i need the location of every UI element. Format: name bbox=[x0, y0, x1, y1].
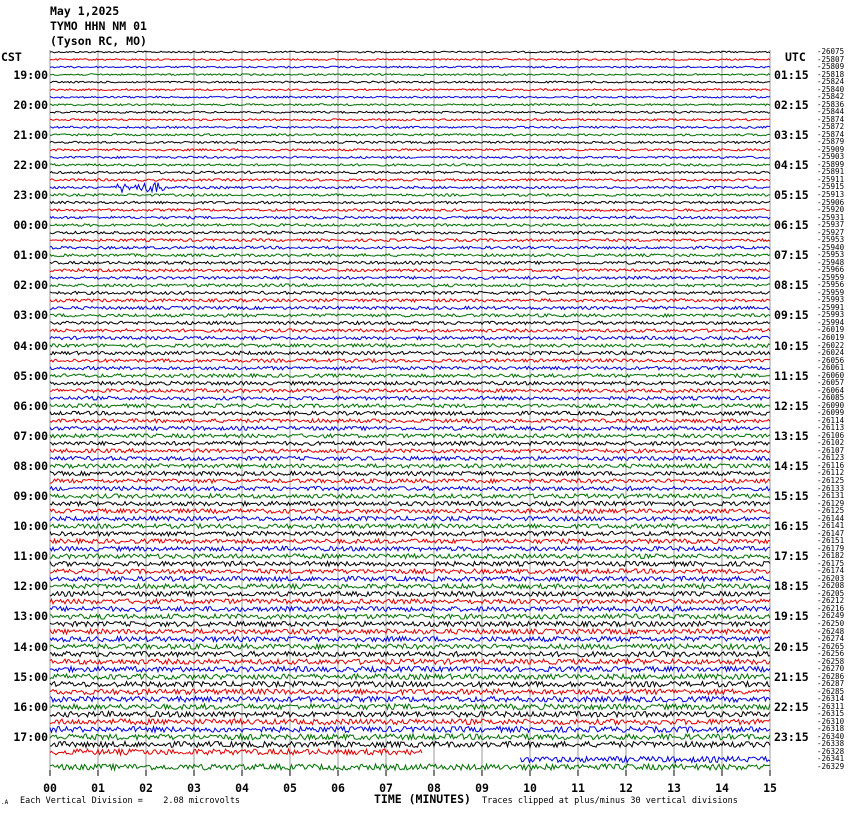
trace-line bbox=[50, 231, 770, 234]
trace-offset-label: -26114 bbox=[817, 415, 845, 425]
trace-line bbox=[50, 486, 770, 490]
trace-offset-label: -26129 bbox=[817, 498, 845, 508]
trace-offset-label: -26270 bbox=[817, 664, 845, 674]
trace-offset-label: -25844 bbox=[817, 107, 845, 117]
trace-offset-label: -25807 bbox=[817, 54, 845, 64]
trace-line bbox=[50, 734, 770, 740]
trace-offset-label: -25940 bbox=[817, 242, 845, 252]
trace-offset-label: -26060 bbox=[817, 370, 845, 380]
right-tick-label: 08:15 bbox=[774, 278, 809, 293]
trace-offset-label: -25959 bbox=[817, 272, 845, 282]
left-tick-label: 15:00 bbox=[13, 669, 48, 684]
trace-offset-label: -26141 bbox=[817, 521, 845, 531]
left-tick-label: 13:00 bbox=[13, 609, 48, 624]
trace-line bbox=[50, 629, 770, 634]
right-tick-label: 02:15 bbox=[774, 97, 809, 112]
trace-line bbox=[50, 276, 770, 279]
trace-offset-label: -26019 bbox=[817, 325, 845, 335]
trace-line bbox=[50, 239, 770, 242]
trace-line bbox=[50, 531, 770, 536]
trace-offset-label: -25874 bbox=[817, 129, 845, 139]
trace-offset-label: -25927 bbox=[817, 227, 845, 237]
trace-offset-label: -25891 bbox=[817, 167, 845, 177]
trace-line bbox=[50, 366, 770, 370]
trace-offset-label: -26341 bbox=[817, 754, 845, 764]
left-tick-label: 22:00 bbox=[13, 157, 48, 172]
right-tick-label: 14:15 bbox=[774, 458, 809, 473]
trace-line bbox=[50, 704, 770, 710]
trace-line bbox=[50, 742, 770, 748]
trace-offset-label: -25948 bbox=[817, 257, 845, 267]
trace-offset-label: -25899 bbox=[817, 159, 845, 169]
trace-line bbox=[50, 111, 770, 113]
trace-line bbox=[50, 576, 770, 581]
trace-offset-label: -25920 bbox=[817, 205, 845, 215]
trace-offset-label: -26133 bbox=[817, 483, 845, 493]
trace-offset-label: -25915 bbox=[817, 182, 845, 192]
trace-line bbox=[50, 719, 770, 725]
trace-offset-label: -25824 bbox=[817, 77, 845, 87]
trace-line bbox=[50, 374, 770, 378]
right-tick-label: 13:15 bbox=[774, 428, 809, 443]
left-tick-label: 09:00 bbox=[13, 489, 48, 504]
trace-offset-label: -26179 bbox=[817, 543, 845, 553]
right-tick-label: 05:15 bbox=[774, 188, 809, 202]
trace-line bbox=[50, 149, 770, 151]
trace-offset-label: -25879 bbox=[817, 137, 845, 147]
trace-line bbox=[50, 344, 770, 347]
left-tick-label: 12:00 bbox=[13, 579, 48, 594]
trace-line bbox=[50, 509, 770, 513]
trace-offset-label: -26314 bbox=[817, 694, 845, 704]
trace-line bbox=[50, 501, 770, 505]
trace-offset-label: -26311 bbox=[817, 701, 845, 711]
right-tick-label: 06:15 bbox=[774, 218, 809, 233]
chart-date: May 1,2025 bbox=[50, 4, 120, 18]
trace-line bbox=[50, 141, 770, 143]
trace-line bbox=[50, 524, 770, 529]
trace-offset-label: -25903 bbox=[817, 152, 845, 162]
trace-offset-label: -26061 bbox=[817, 363, 845, 373]
x-tick-label: 09 bbox=[475, 781, 489, 795]
left-tick-label: 05:00 bbox=[13, 368, 48, 383]
x-tick-label: 01 bbox=[91, 781, 105, 795]
trace-offset-label: -26250 bbox=[817, 619, 845, 628]
right-tick-label: 10:15 bbox=[774, 338, 809, 353]
trace-line bbox=[50, 246, 770, 249]
trace-offset-label: -26116 bbox=[817, 460, 845, 470]
right-tick-label: 09:15 bbox=[774, 308, 809, 323]
trace-offset-label: -25993 bbox=[817, 295, 845, 305]
trace-line bbox=[50, 569, 770, 574]
trace-offset-label: -25953 bbox=[817, 235, 845, 245]
trace-line bbox=[50, 546, 770, 551]
left-tick-label: 19:00 bbox=[13, 67, 48, 82]
trace-offset-label: -25994 bbox=[817, 317, 845, 327]
trace-offset-label: -26057 bbox=[817, 378, 845, 388]
trace-line bbox=[50, 712, 770, 718]
trace-line bbox=[50, 89, 770, 91]
trace-line bbox=[50, 697, 770, 703]
trace-line bbox=[50, 539, 770, 544]
trace-offset-label: -25913 bbox=[817, 190, 845, 199]
trace-line bbox=[50, 59, 770, 61]
trace-offset-label: -26249 bbox=[817, 611, 845, 621]
trace-offset-label: -26310 bbox=[817, 716, 845, 726]
trace-line bbox=[50, 689, 770, 695]
trace-offset-label: -25956 bbox=[817, 280, 845, 290]
trace-line bbox=[50, 426, 770, 430]
trace-line bbox=[50, 119, 770, 121]
right-tick-label: 23:15 bbox=[774, 729, 809, 744]
trace-line bbox=[50, 201, 770, 204]
trace-line bbox=[50, 299, 770, 302]
trace-line bbox=[50, 134, 770, 136]
trace-offset-label: -26203 bbox=[817, 573, 845, 583]
station-location: (Tyson RC, MO) bbox=[50, 34, 147, 48]
left-tick-label: 16:00 bbox=[13, 699, 48, 714]
x-tick-label: 04 bbox=[235, 781, 249, 795]
scale-note: Each Vertical Division = 2.08 microvolts bbox=[20, 796, 241, 806]
trace-offset-label: -26106 bbox=[817, 430, 845, 440]
right-tick-label: 04:15 bbox=[774, 157, 809, 172]
trace-offset-label: -26256 bbox=[817, 649, 845, 659]
trace-line bbox=[50, 554, 770, 559]
left-tick-label: 11:00 bbox=[13, 549, 48, 564]
trace-line bbox=[50, 644, 770, 649]
trace-line bbox=[50, 449, 770, 453]
x-tick-label: 05 bbox=[283, 781, 297, 795]
trace-offset-label: -26258 bbox=[817, 656, 845, 666]
x-tick-label: 07 bbox=[379, 781, 393, 795]
trace-line bbox=[50, 584, 770, 589]
trace-line bbox=[50, 599, 770, 604]
trace-offset-label: -26287 bbox=[817, 679, 845, 689]
left-tick-label: 04:00 bbox=[13, 338, 48, 353]
trace-line bbox=[50, 359, 770, 362]
trace-line bbox=[50, 659, 770, 664]
trace-offset-label: -26107 bbox=[817, 445, 845, 455]
trace-line bbox=[50, 261, 770, 264]
trace-line bbox=[50, 269, 770, 272]
trace-offset-label: -26099 bbox=[817, 408, 845, 418]
trace-line bbox=[50, 96, 770, 98]
trace-offset-label: -26328 bbox=[817, 746, 845, 756]
trace-offset-label: -26090 bbox=[817, 400, 845, 410]
left-tick-label: 17:00 bbox=[13, 729, 48, 744]
trace-line bbox=[50, 179, 770, 181]
trace-offset-label: -25959 bbox=[817, 287, 845, 297]
trace-line bbox=[520, 757, 770, 763]
trace-line bbox=[50, 284, 770, 287]
trace-line bbox=[50, 389, 770, 393]
trace-offset-label: -25840 bbox=[817, 84, 845, 94]
trace-line bbox=[50, 419, 770, 423]
trace-offset-label: -25953 bbox=[817, 250, 845, 260]
trace-line bbox=[50, 764, 770, 770]
trace-line bbox=[50, 652, 770, 657]
trace-offset-label: -26019 bbox=[817, 333, 845, 342]
trace-offset-label: -25809 bbox=[817, 62, 845, 72]
trace-offset-label: -26024 bbox=[817, 348, 845, 358]
trace-offset-label: -26112 bbox=[817, 468, 845, 478]
left-axis-label: CST bbox=[1, 50, 22, 64]
small-logo-mark: .A bbox=[1, 799, 9, 806]
trace-offset-label: -25818 bbox=[817, 69, 845, 79]
trace-offset-label: -26205 bbox=[817, 588, 845, 598]
right-tick-label: 22:15 bbox=[774, 699, 809, 714]
trace-offset-label: -25909 bbox=[817, 144, 845, 154]
x-tick-label: 03 bbox=[187, 781, 201, 795]
left-tick-label: 08:00 bbox=[13, 458, 48, 473]
left-tick-label: 10:00 bbox=[13, 519, 48, 534]
left-tick-label: 02:00 bbox=[13, 278, 48, 293]
trace-offset-label: -25872 bbox=[817, 122, 845, 132]
x-axis-title: TIME (MINUTES) bbox=[374, 792, 471, 806]
trace-line bbox=[50, 622, 770, 627]
clip-note: Traces clipped at plus/minus 30 vertical divisions bbox=[482, 796, 738, 806]
trace-offset-label: -25836 bbox=[817, 99, 845, 109]
trace-offset-label: -26125 bbox=[817, 506, 845, 516]
trace-line bbox=[50, 464, 770, 468]
right-tick-label: 01:15 bbox=[774, 67, 809, 82]
trace-line bbox=[50, 74, 770, 76]
trace-line bbox=[50, 306, 770, 309]
trace-offset-label: -26329 bbox=[817, 762, 845, 771]
trace-line bbox=[50, 183, 770, 193]
trace-line bbox=[50, 156, 770, 158]
trace-line bbox=[50, 126, 770, 128]
trace-line bbox=[50, 456, 770, 460]
trace-line bbox=[50, 314, 770, 317]
trace-offset-label: -26285 bbox=[817, 686, 845, 696]
trace-line bbox=[50, 404, 770, 408]
trace-line bbox=[50, 637, 770, 642]
trace-offset-label: -25966 bbox=[817, 265, 845, 275]
left-tick-label: 06:00 bbox=[13, 398, 48, 413]
trace-line bbox=[50, 592, 770, 597]
trace-line bbox=[50, 164, 770, 166]
right-tick-label: 21:15 bbox=[774, 669, 809, 684]
trace-offset-label: -26208 bbox=[817, 581, 845, 591]
trace-offset-label: -25906 bbox=[817, 197, 845, 207]
trace-offset-label: -26147 bbox=[817, 528, 845, 538]
trace-offset-label: -26182 bbox=[817, 551, 845, 561]
trace-line bbox=[50, 411, 770, 415]
right-tick-label: 15:15 bbox=[774, 489, 809, 504]
right-tick-label: 17:15 bbox=[774, 549, 809, 564]
trace-offset-label: -25991 bbox=[817, 302, 845, 312]
trace-line bbox=[50, 381, 770, 385]
x-tick-label: 12 bbox=[619, 781, 633, 795]
chart-title: TYMO HHN NM 01 bbox=[50, 19, 147, 33]
trace-offset-label: -25842 bbox=[817, 92, 845, 102]
trace-line bbox=[50, 291, 770, 294]
trace-offset-label: -26064 bbox=[817, 385, 845, 395]
trace-line bbox=[50, 682, 770, 687]
trace-offset-label: -26151 bbox=[817, 536, 845, 546]
trace-offset-label: -26274 bbox=[817, 634, 845, 644]
right-tick-label: 18:15 bbox=[774, 579, 809, 594]
trace-offset-label: -25993 bbox=[817, 310, 845, 320]
x-tick-label: 00 bbox=[43, 781, 57, 795]
trace-line bbox=[50, 194, 770, 196]
trace-offset-label: -26056 bbox=[817, 355, 845, 365]
trace-line bbox=[50, 667, 770, 672]
x-tick-label: 10 bbox=[523, 781, 537, 795]
trace-offset-label: -26340 bbox=[817, 731, 845, 741]
right-axis-label: UTC bbox=[785, 50, 806, 64]
trace-offset-label: -26315 bbox=[817, 709, 845, 719]
trace-line bbox=[50, 396, 770, 400]
trace-offset-label: -26123 bbox=[817, 453, 845, 463]
trace-offset-label: -26286 bbox=[817, 671, 845, 681]
trace-line bbox=[50, 516, 770, 520]
right-tick-label: 12:15 bbox=[774, 398, 809, 413]
left-tick-label: 14:00 bbox=[13, 639, 48, 654]
right-tick-label: 19:15 bbox=[774, 609, 809, 624]
x-tick-label: 11 bbox=[571, 781, 585, 795]
trace-offset-label: -26144 bbox=[817, 513, 845, 523]
trace-offset-label: -25874 bbox=[817, 114, 845, 124]
trace-line bbox=[50, 51, 770, 53]
trace-offset-label: -26022 bbox=[817, 340, 845, 350]
trace-offset-label: -26102 bbox=[817, 438, 845, 448]
trace-line bbox=[50, 561, 770, 566]
trace-line bbox=[50, 607, 770, 612]
right-tick-label: 07:15 bbox=[774, 248, 809, 263]
trace-line bbox=[50, 494, 770, 498]
right-tick-label: 16:15 bbox=[774, 519, 809, 534]
trace-line bbox=[50, 254, 770, 257]
trace-line bbox=[50, 209, 770, 212]
trace-line bbox=[50, 441, 770, 445]
left-tick-label: 23:00 bbox=[13, 188, 48, 202]
trace-line bbox=[50, 104, 770, 106]
trace-offset-label: -26075 bbox=[817, 47, 845, 56]
trace-line bbox=[50, 171, 770, 173]
x-tick-label: 14 bbox=[715, 781, 729, 795]
right-tick-label: 11:15 bbox=[774, 368, 809, 383]
trace-line bbox=[50, 434, 770, 438]
trace-offset-label: -26085 bbox=[817, 393, 845, 403]
trace-offset-label: -26216 bbox=[817, 603, 845, 613]
trace-line bbox=[50, 614, 770, 619]
right-tick-label: 20:15 bbox=[774, 639, 809, 654]
trace-line bbox=[50, 81, 770, 83]
trace-offset-label: -26248 bbox=[817, 626, 845, 636]
x-tick-label: 08 bbox=[427, 781, 441, 795]
trace-offset-label: -26338 bbox=[817, 739, 845, 749]
trace-offset-label: -26318 bbox=[817, 724, 845, 734]
trace-offset-label: -26174 bbox=[817, 566, 845, 576]
trace-line bbox=[50, 66, 770, 68]
right-tick-label: 03:15 bbox=[774, 127, 809, 142]
x-tick-label: 06 bbox=[331, 781, 345, 795]
trace-offset-label: -25937 bbox=[817, 220, 845, 230]
trace-line bbox=[50, 224, 770, 227]
left-tick-label: 07:00 bbox=[13, 428, 48, 443]
trace-line bbox=[50, 336, 770, 339]
trace-line bbox=[50, 674, 770, 679]
trace-offset-label: -26131 bbox=[817, 491, 845, 501]
left-tick-label: 20:00 bbox=[13, 97, 48, 112]
trace-offset-label: -26212 bbox=[817, 596, 845, 606]
trace-line bbox=[50, 479, 770, 483]
left-tick-label: 21:00 bbox=[13, 127, 48, 142]
trace-offset-label: -25931 bbox=[817, 212, 845, 222]
trace-line bbox=[50, 749, 422, 755]
left-tick-label: 03:00 bbox=[13, 308, 48, 323]
trace-line bbox=[50, 351, 770, 355]
x-tick-label: 02 bbox=[139, 781, 153, 795]
x-tick-label: 13 bbox=[667, 781, 681, 795]
trace-line bbox=[50, 727, 770, 733]
trace-offset-label: -25911 bbox=[817, 174, 845, 184]
trace-offset-label: -26175 bbox=[817, 558, 845, 568]
trace-offset-label: -26113 bbox=[817, 423, 845, 433]
left-tick-label: 00:00 bbox=[13, 218, 48, 233]
trace-offset-label: -26125 bbox=[817, 476, 845, 485]
left-tick-label: 01:00 bbox=[13, 248, 48, 263]
trace-line bbox=[50, 471, 770, 475]
trace-line bbox=[50, 216, 770, 219]
trace-offset-label: -26265 bbox=[817, 641, 845, 651]
trace-line bbox=[50, 329, 770, 332]
trace-line bbox=[50, 321, 770, 324]
x-tick-label: 15 bbox=[763, 781, 777, 795]
